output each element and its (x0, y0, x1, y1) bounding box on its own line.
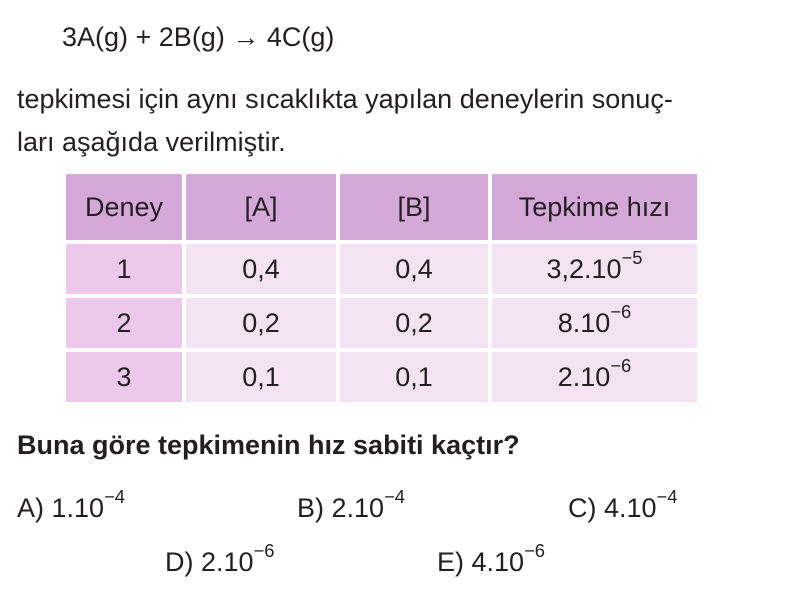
option-e-exponent: −6 (524, 540, 545, 562)
rate-base: 3,2.10 (546, 253, 622, 284)
rate-exponent: −6 (610, 354, 632, 376)
rate-base: 2.10 (557, 361, 611, 392)
rate-exponent: −6 (610, 300, 632, 322)
concentration-a: 0,2 (184, 296, 338, 350)
option-c[interactable] (568, 486, 678, 524)
option-a-label: A) 1.10 (17, 493, 105, 523)
concentration-a: 0,1 (184, 350, 338, 404)
option-b-label: B) 2.10 (297, 493, 385, 523)
option-e[interactable] (437, 540, 545, 578)
table-row (64, 296, 699, 350)
option-c-exponent: −4 (656, 486, 678, 508)
option-e-label: E) 4.10 (437, 547, 525, 577)
reaction-rate (490, 296, 699, 350)
deney-number: 1 (64, 242, 184, 296)
intro-line-1: tepkimesi için aynı sıcaklıkta yapılan deneylerin sonuç- (17, 84, 673, 114)
table-header-row (64, 172, 699, 242)
question-text: Buna göre tepkimenin hız sabiti kaçtır? (17, 430, 520, 460)
concentration-b: 0,1 (338, 350, 490, 404)
concentration-b: 0,4 (338, 242, 490, 296)
option-a[interactable] (17, 486, 125, 524)
experiment-table (62, 170, 701, 406)
header-rate: Tepkime hızı (490, 172, 699, 242)
option-d[interactable] (165, 540, 275, 578)
deney-number: 2 (64, 296, 184, 350)
deney-number: 3 (64, 350, 184, 404)
option-b[interactable] (297, 486, 405, 524)
intro-paragraph (17, 78, 787, 164)
rate-exponent: −5 (621, 246, 643, 268)
header-deney: Deney (64, 172, 184, 242)
intro-line-2: ları aşağıda verilmiştir. (17, 127, 286, 157)
concentration-b: 0,2 (338, 296, 490, 350)
reaction-equation: 3A(g) + 2B(g) → 4C(g) (62, 22, 335, 52)
option-d-exponent: −6 (253, 540, 275, 562)
reaction-rate (490, 350, 699, 404)
rate-base: 8.10 (557, 307, 611, 338)
header-a: [A] (184, 172, 338, 242)
table-row (64, 242, 699, 296)
option-a-exponent: −4 (104, 486, 125, 508)
reaction-rate (490, 242, 699, 296)
option-d-label: D) 2.10 (165, 547, 254, 577)
header-b: [B] (338, 172, 490, 242)
option-b-exponent: −4 (384, 486, 405, 508)
option-c-label: C) 4.10 (568, 493, 657, 523)
table-row (64, 350, 699, 404)
concentration-a: 0,4 (184, 242, 338, 296)
